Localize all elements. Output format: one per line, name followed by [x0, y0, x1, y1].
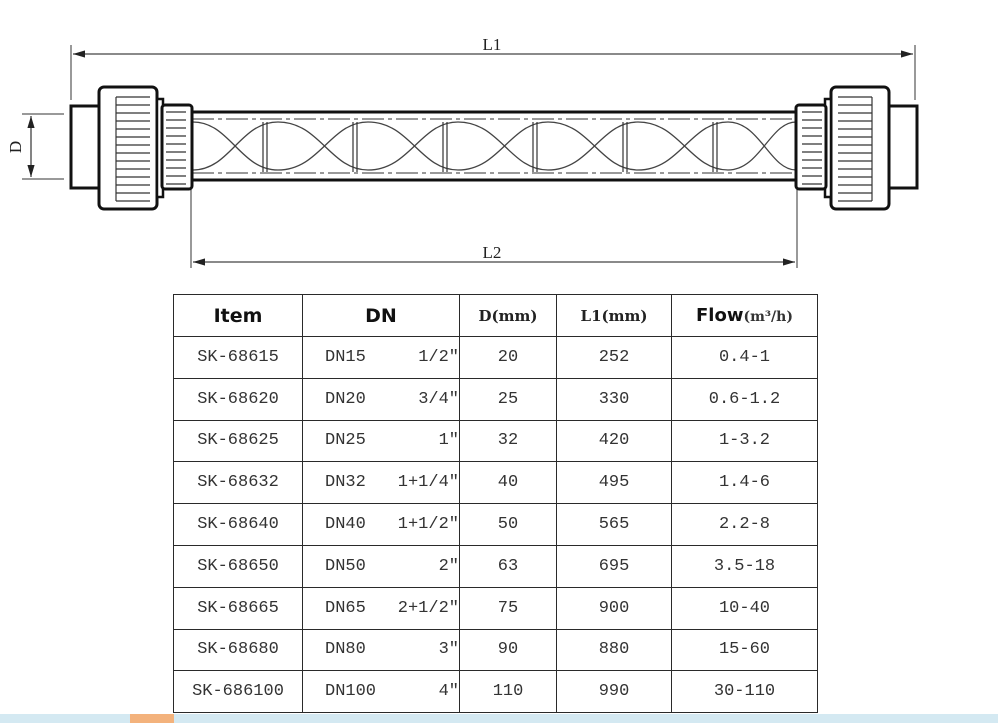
- l2-dimension: [191, 180, 797, 268]
- cell-dn: [303, 587, 460, 629]
- dn-inch-size: 3/4″: [418, 389, 459, 409]
- table-row: [174, 462, 818, 504]
- right-union-fitting: [796, 87, 917, 209]
- cell-l1: 695: [557, 545, 672, 587]
- cell-d: 75: [460, 587, 557, 629]
- cell-flow: 1-3.2: [672, 420, 818, 462]
- cell-dn: [303, 629, 460, 671]
- cell-d: 20: [460, 337, 557, 379]
- d-dimension: [6, 114, 64, 179]
- cell-flow: 30-110: [672, 671, 818, 713]
- cell-item: SK-68665: [174, 587, 303, 629]
- table-row: [174, 671, 818, 713]
- cell-flow: 10-40: [672, 587, 818, 629]
- cell-d: 63: [460, 545, 557, 587]
- dn-inch-size: 1″: [438, 431, 459, 451]
- cell-flow: 1.4-6: [672, 462, 818, 504]
- static-mixer-drawing: [0, 0, 998, 285]
- bottom-accent-tab: [130, 714, 174, 723]
- dn-code: DN20: [325, 389, 366, 409]
- header-flow: [672, 295, 818, 337]
- dn-inch-size: 1+1/4″: [397, 473, 459, 493]
- table-row: [174, 378, 818, 420]
- cell-item: SK-68640: [174, 504, 303, 546]
- table-header-row: [174, 295, 818, 337]
- l1-label: L1: [482, 35, 502, 54]
- cell-d: 50: [460, 504, 557, 546]
- cell-dn: [303, 420, 460, 462]
- cell-d: 40: [460, 462, 557, 504]
- cell-dn: [303, 462, 460, 504]
- l2-label: L2: [482, 243, 502, 262]
- cell-l1: 495: [557, 462, 672, 504]
- header-flow-label: Flow: [696, 304, 744, 326]
- cell-item: SK-68620: [174, 378, 303, 420]
- cell-flow: 0.6-1.2: [672, 378, 818, 420]
- cell-d: 110: [460, 671, 557, 713]
- dn-code: DN32: [325, 473, 366, 493]
- cell-d: 90: [460, 629, 557, 671]
- table-row: [174, 337, 818, 379]
- cell-flow: 0.4-1: [672, 337, 818, 379]
- dn-code: DN50: [325, 556, 366, 576]
- cell-d: 25: [460, 378, 557, 420]
- pipe-body: [190, 112, 798, 180]
- dn-code: DN80: [325, 640, 366, 660]
- cell-item: SK-68650: [174, 545, 303, 587]
- cell-flow: 2.2-8: [672, 504, 818, 546]
- cell-dn: [303, 337, 460, 379]
- cell-l1: 900: [557, 587, 672, 629]
- l1-dimension: [71, 35, 915, 100]
- cell-flow: 15-60: [672, 629, 818, 671]
- dn-inch-size: 1+1/2″: [397, 515, 459, 535]
- dn-inch-size: 1/2″: [418, 347, 459, 367]
- dn-code: DN40: [325, 515, 366, 535]
- spec-table: [173, 294, 818, 713]
- dn-inch-size: 4″: [438, 682, 459, 702]
- header-d: D(mm): [460, 295, 557, 337]
- cell-dn: [303, 545, 460, 587]
- cell-dn: [303, 378, 460, 420]
- cell-l1: 565: [557, 504, 672, 546]
- cell-l1: 252: [557, 337, 672, 379]
- dn-code: DN100: [325, 682, 377, 702]
- table-row: [174, 504, 818, 546]
- cell-item: SK-68680: [174, 629, 303, 671]
- header-flow-unit: (m³/h): [743, 308, 793, 325]
- cell-dn: [303, 504, 460, 546]
- table-row: [174, 629, 818, 671]
- cell-item: SK-686100: [174, 671, 303, 713]
- dn-inch-size: 3″: [438, 640, 459, 660]
- cell-l1: 880: [557, 629, 672, 671]
- cell-item: SK-68632: [174, 462, 303, 504]
- cell-dn: [303, 671, 460, 713]
- cell-d: 32: [460, 420, 557, 462]
- table-row: [174, 420, 818, 462]
- table-row: [174, 545, 818, 587]
- left-union-fitting: [71, 87, 192, 209]
- cell-l1: 420: [557, 420, 672, 462]
- header-item: Item: [174, 295, 303, 337]
- cell-l1: 330: [557, 378, 672, 420]
- d-label: D: [6, 140, 25, 154]
- dn-code: DN65: [325, 598, 366, 618]
- dn-inch-size: 2″: [438, 556, 459, 576]
- cell-item: SK-68625: [174, 420, 303, 462]
- table-row: [174, 587, 818, 629]
- header-l1: L1(mm): [557, 295, 672, 337]
- dn-inch-size: 2+1/2″: [397, 598, 459, 618]
- header-dn: DN: [303, 295, 460, 337]
- cell-item: SK-68615: [174, 337, 303, 379]
- cell-l1: 990: [557, 671, 672, 713]
- dn-code: DN15: [325, 347, 366, 367]
- dn-code: DN25: [325, 431, 366, 451]
- cell-flow: 3.5-18: [672, 545, 818, 587]
